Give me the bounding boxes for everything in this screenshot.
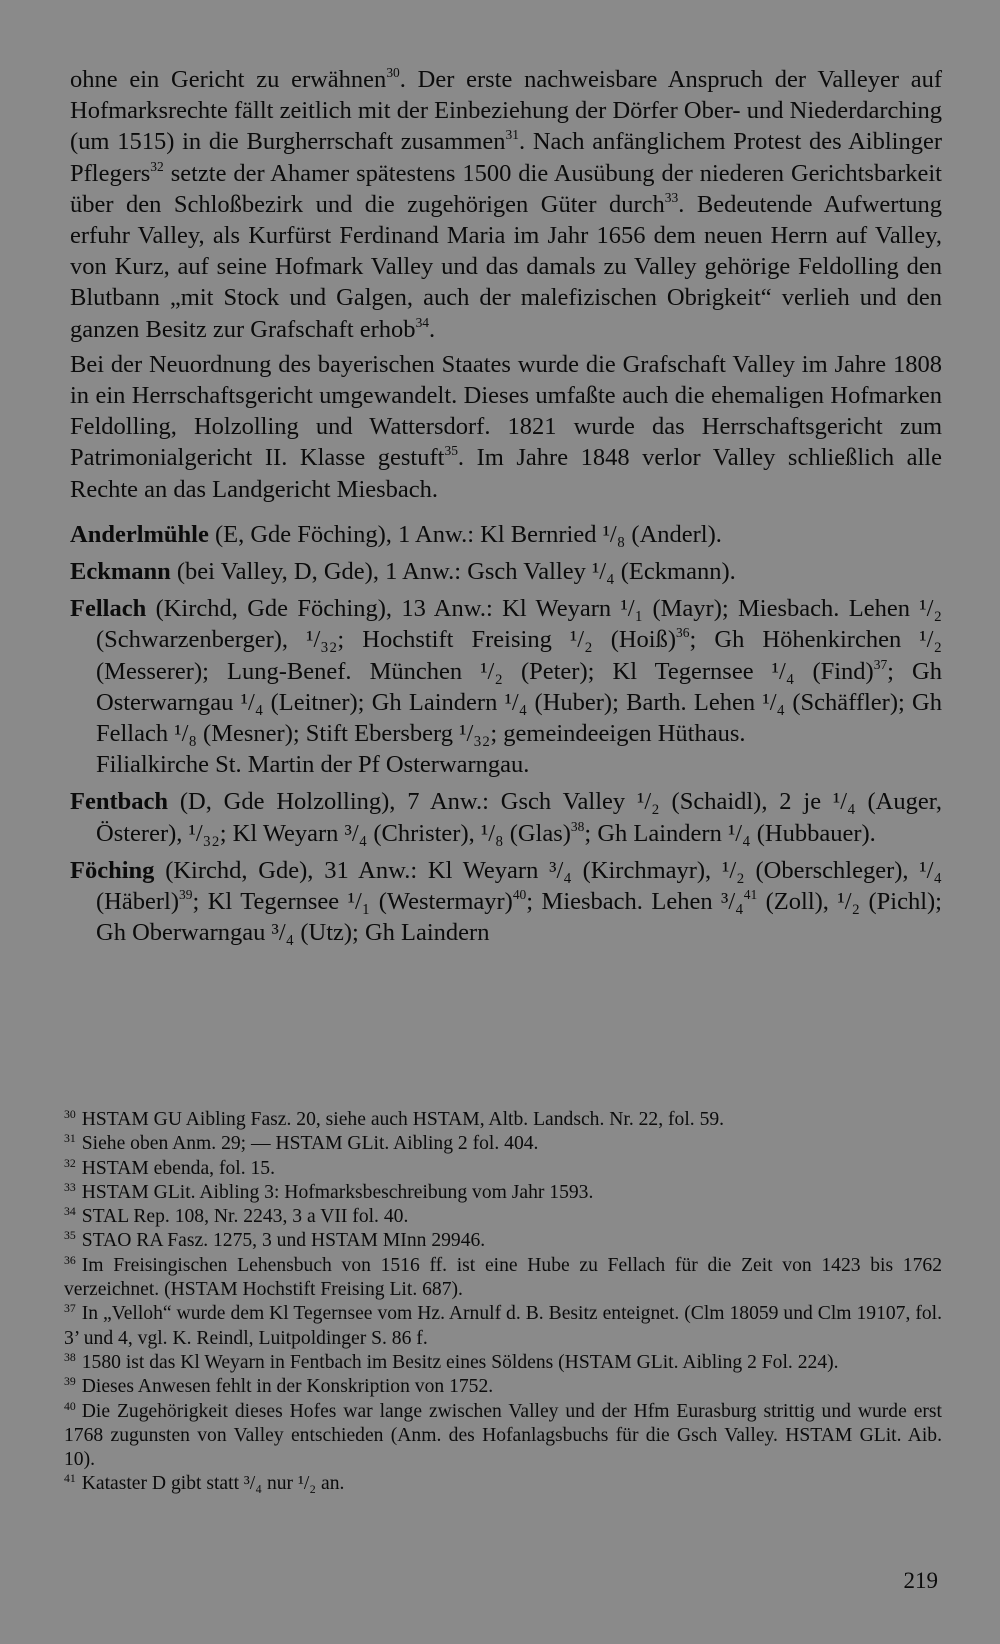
entry-text: ; Miesbach. Lehen ³/₄ [526, 888, 744, 916]
footnote-number: 39 [64, 1375, 76, 1389]
footnote-text: HSTAM ebenda, fol. 15. [81, 1157, 275, 1179]
text-run: . Bedeutende Aufwertung erfuhr Valley, als Kurfürst Ferdinand Maria im Jahr 1656 dem neuen Herrn auf Valley, von Kurz, auf seine Hofmark Valley und das damals zu Valley gehörige Feldolling den Blutbann „mit Stock und Galgen, auch der malefizischen Obrigkeit“ verlieh und den ganzen Besitz zur Grafschaft erhob [70, 190, 943, 343]
footnote-number: 36 [64, 1253, 76, 1267]
text-run: ohne ein Gericht zu erwähnen [70, 66, 387, 93]
place-name: Föching [70, 856, 155, 884]
footnote-number: 38 [64, 1350, 76, 1364]
entry-fentbach [70, 786, 942, 848]
footnote [64, 1108, 942, 1132]
entry-anderlmuehle [70, 519, 942, 550]
footnote-ref[interactable]: 41 [743, 886, 758, 902]
footnote-ref[interactable]: 35 [444, 443, 458, 459]
footnote-number: 34 [64, 1205, 76, 1219]
footnote-ref[interactable]: 37 [873, 656, 888, 672]
footnote-number: 41 [64, 1472, 76, 1486]
footnote [64, 1132, 942, 1156]
text-run: . Im Jahre 1848 verlor Valley schließlich alle Rechte an das Landgericht Miesbach. [70, 444, 942, 503]
place-name: Anderlmühle [70, 520, 209, 548]
footnote [64, 1351, 942, 1375]
footnote [64, 1400, 942, 1473]
footnote-ref[interactable]: 33 [664, 189, 679, 205]
footnote-text: In „Velloh“ wurde dem Kl Tegernsee vom Hz. Arnulf d. B. Besitz enteignet. (Clm 18059 und Clm 19107, fol. 3’ und 4, vgl. K. Reindl, Luitpoldinger S. 86 f. [64, 1303, 942, 1349]
footnote [64, 1472, 942, 1496]
entry-foeching [70, 855, 942, 949]
place-name: Fellach [70, 595, 147, 623]
entry-eckmann [70, 556, 942, 587]
place-name: Fentbach [70, 788, 168, 816]
entry-subnote: Filialkirche St. Martin der Pf Osterwarngau. [96, 751, 530, 779]
footnote-number: 32 [64, 1156, 76, 1170]
text-run: setzte der Ahamer spätestens 1500 die Ausübung der niederen Gerichtsbarkeit über den Schloßbezirk und die zugehörigen Güter durch [70, 159, 942, 218]
entry-text: ; Gh Osterwarngau ¹/₄ (Leitner); Gh Laindern ¹/₄ (Huber); Barth. Lehen ¹/₄ (Schäffler); Gh Fellach ¹/₈ (Mesner); Stift Ebersberg ¹/₃₂; gemeindeeigen Hüthaus. [96, 657, 943, 748]
entry-text: (Kirchd, Gde Föching), 13 Anw.: Kl Weyarn ¹/₁ (Mayr); Miesbach. Lehen ¹/₂ (Schwarzenberger), ¹/₃₂; Hochstift Freising ¹/₂ (Hoiß) [96, 595, 942, 654]
footnote-text: HSTAM GLit. Aibling 3: Hofmarksbeschreibung vom Jahr 1593. [81, 1181, 594, 1203]
footnote [64, 1254, 942, 1303]
entry-text: ; Gh Höhenkirchen ¹/₂ (Messerer); Lung-Benef. München ¹/₂ (Peter); Kl Tegernsee ¹/₄ (Find) [96, 626, 942, 685]
footnote-ref[interactable]: 39 [178, 886, 193, 902]
footnote [64, 1157, 942, 1181]
footnote-text: STAL Rep. 108, Nr. 2243, 3 a VII fol. 40. [81, 1206, 409, 1228]
footnote-number: 31 [64, 1132, 76, 1146]
footnote-text: Im Freisingischen Lehensbuch von 1516 ff. ist eine Hube zu Fellach für die Zeit von 1423 bis 1762 verzeichnet. (HSTAM Hochstift Freising Lit. 687). [64, 1254, 942, 1301]
footnote-text: Dieses Anwesen fehlt in der Konskription von 1752. [81, 1376, 494, 1398]
footnote-text: Die Zugehörigkeit dieses Hofes war lange zwischen Valley und der Hfm Eurasburg strittig und wurde erst 1768 zugunsten von Valley entschieden (Anm. des Hofanlagsbuchs für die Gsch Valley. HSTAM GLit. Aib. 10). [64, 1400, 942, 1471]
footnote [64, 1229, 942, 1253]
footnote-number: 30 [64, 1107, 76, 1121]
footnote [64, 1302, 942, 1351]
footnote-ref[interactable]: 31 [505, 127, 519, 143]
text-run: . [429, 315, 436, 343]
footnotes [64, 1108, 942, 1497]
footnote-ref[interactable]: 32 [150, 158, 164, 174]
main-text [70, 64, 942, 948]
text-run: Bei der Neuordnung des bayerischen Staates wurde die Grafschaft Valley im Jahre 1808 in ein Herrschaftsgericht umgewandelt. Dieses umfaßte auch die ehemaligen Hofmarken Feldolling, Holzolling und Wattersdorf. 1821 wurde das Herrschaftsgericht zum Patrimonialgericht II. Klasse gestuft [70, 350, 942, 472]
footnote [64, 1375, 942, 1399]
footnote-number: 37 [64, 1302, 76, 1316]
footnote-ref[interactable]: 40 [512, 886, 527, 902]
entry-text: ; Kl Tegernsee ¹/₁ (Westermayr) [192, 888, 513, 916]
footnote-ref[interactable]: 36 [676, 625, 690, 641]
entry-fellach [70, 593, 942, 780]
footnote-text: Kataster D gibt statt ³/₄ nur ¹/₂ an. [81, 1473, 345, 1495]
footnote [64, 1205, 942, 1229]
entry-text: (Zoll), ¹/₂ (Pichl); Gh Oberwarngau ³/₄ (Utz); Gh Laindern [96, 888, 942, 947]
footnote-number: 33 [64, 1180, 76, 1194]
entry-text: (bei Valley, D, Gde), 1 Anw.: Gsch Valley ¹/₄ (Eckmann). [170, 558, 736, 586]
footnote-text: HSTAM GU Aibling Fasz. 20, siehe auch HSTAM, Altb. Landsch. Nr. 22, fol. 59. [81, 1109, 725, 1130]
paragraph-reorganization [70, 349, 942, 505]
footnote-ref[interactable]: 38 [570, 818, 585, 834]
entry-text: (D, Gde Holzolling), 7 Anw.: Gsch Valley ¹/₂ (Schaidl), 2 je ¹/₄ (Auger, Österer), ¹/₃₂; Kl Weyarn ³/₄ (Christer), ¹/₈ (Glas) [96, 788, 942, 847]
text-run: . Nach anfänglichem Protest des Aiblinger Pflegers [70, 128, 942, 187]
place-name: Eckmann [70, 558, 171, 586]
entry-text: (Kirchd, Gde), 31 Anw.: Kl Weyarn ³/₄ (Kirchmayr), ¹/₂ (Oberschleger), ¹/₄ (Häberl) [96, 856, 942, 916]
paragraph-history [70, 64, 942, 345]
text-run: . Der erste nachweisbare Anspruch der Valleyer auf Hofmarksrechte fällt zeitlich mit der Einbeziehung der Dörfer Ober- und Niederdarching (um 1515) in die Burgherrschaft zusammen [70, 66, 942, 156]
footnote-ref[interactable]: 34 [415, 314, 430, 330]
entry-text: ; Gh Laindern ¹/₄ (Hubbauer). [584, 819, 876, 847]
footnote [64, 1181, 942, 1205]
footnote-number: 40 [64, 1399, 76, 1413]
footnote-text: Siehe oben Anm. 29; — HSTAM GLit. Aibling 2 fol. 404. [81, 1133, 539, 1155]
entry-text: (E, Gde Föching), 1 Anw.: Kl Bernried ¹/₈ (Anderl). [208, 520, 722, 548]
footnote-ref[interactable]: 30 [386, 64, 400, 80]
page-number: 219 [903, 1568, 938, 1593]
footnote-text: 1580 ist das Kl Weyarn in Fentbach im Besitz eines Söldens (HSTAM GLit. Aibling 2 Fol. 224). [81, 1351, 839, 1373]
footnote-text: STAO RA Fasz. 1275, 3 und HSTAM MInn 29946. [81, 1230, 486, 1252]
footnote-number: 35 [64, 1229, 76, 1243]
